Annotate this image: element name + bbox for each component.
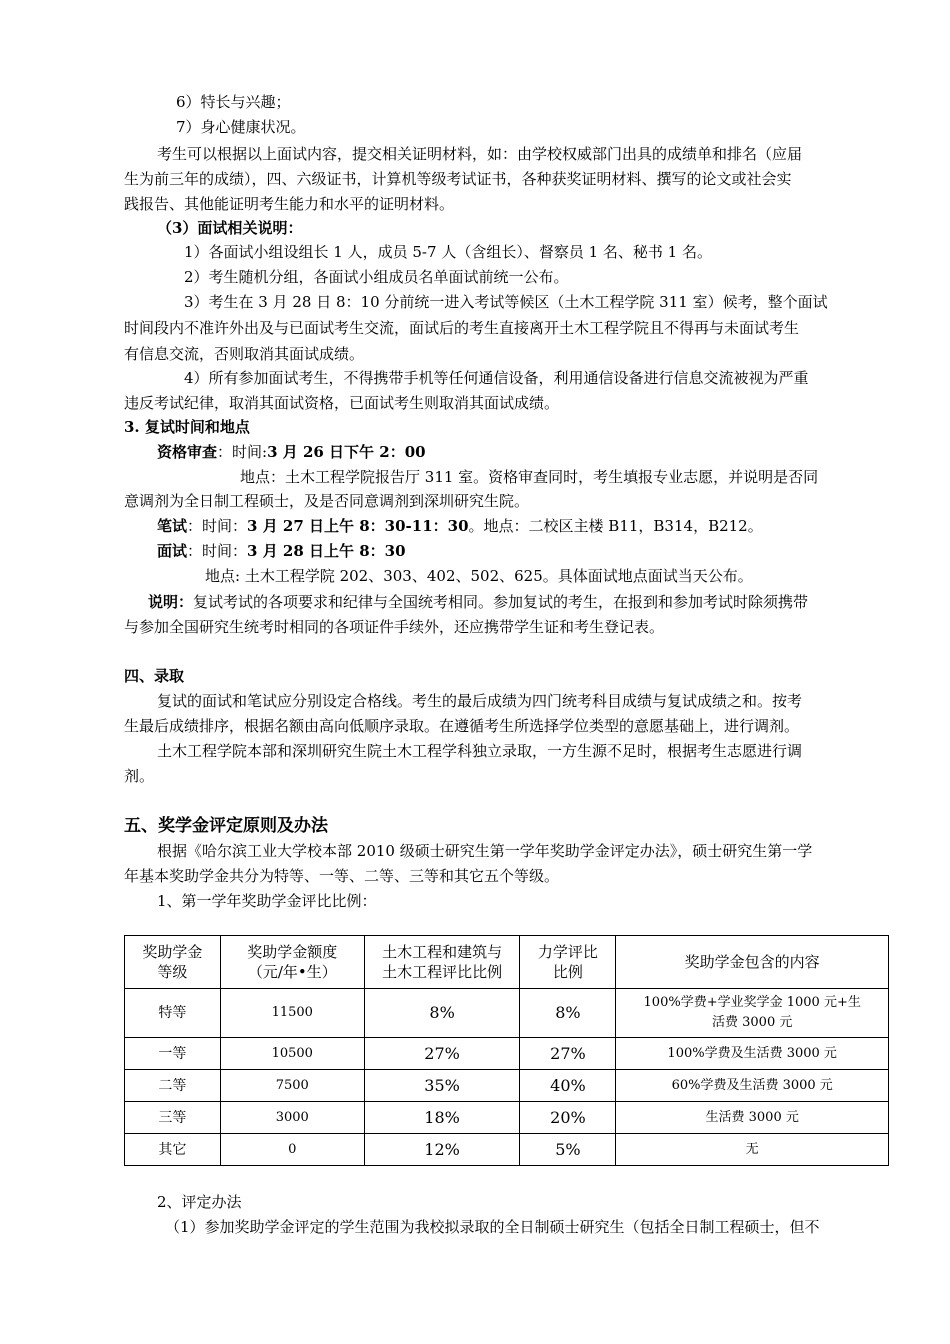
written-time-prefix: ：时间： <box>187 517 248 535</box>
cell-amount: 10500 <box>220 1038 364 1070</box>
list-item: 1）各面试小组设组长 1 人，成员 5-7 人（含组长）、督察员 1 名、秘书 1 名。 <box>184 243 712 261</box>
written-exam-line <box>0 516 950 536</box>
cell-content: 100%学费+学业奖学金 1000 元+生 活费 3000 元 <box>616 989 889 1038</box>
table-row <box>125 1134 889 1166</box>
cell-level: 一等 <box>125 1038 221 1070</box>
paragraph-line: 考生可以根据以上面试内容，提交相关证明材料，如：由学校权威部门出具的成绩单和排名（应届 <box>157 145 803 163</box>
paragraph-line: 违反考试纪律，取消其面试资格，已面试考生则取消其面试成绩。 <box>124 394 560 412</box>
paragraph-line: 剂。 <box>124 767 155 785</box>
cell-mech: 20% <box>520 1102 616 1134</box>
paragraph-line: 践报告、其他能证明考生能力和水平的证明材料。 <box>124 195 455 213</box>
note-line-cont: 与参加全国研究生统考时相同的各项证件手续外，还应携带学生证和考生登记表。 <box>124 618 665 636</box>
cell-civil: 12% <box>364 1134 520 1166</box>
cell-civil: 35% <box>364 1070 520 1102</box>
header-amount: 奖助学金额度 （元/年•生） <box>220 936 364 989</box>
section-heading: 四、录取 <box>124 667 185 685</box>
interview-line <box>0 541 950 561</box>
cell-content: 生活费 3000 元 <box>616 1102 889 1134</box>
written-time: 3 月 27 日上午 8：30-11：30 <box>247 517 469 535</box>
header-civil-ratio: 土木工程和建筑与 土木工程评比比例 <box>364 936 520 989</box>
scholarship-table <box>124 935 889 1166</box>
paragraph-line: （1）参加奖助学金评定的学生范围为我校拟录取的全日制硕士研究生（包括全日制工程硕士，但不 <box>165 1218 820 1236</box>
cell-mech: 40% <box>520 1070 616 1102</box>
qualification-label: 资格审查 <box>157 443 218 461</box>
cell-civil: 8% <box>364 989 520 1038</box>
interview-label: 面试 <box>157 542 188 560</box>
cell-level: 特等 <box>125 989 221 1038</box>
interview-time-prefix: ：时间： <box>187 542 248 560</box>
cell-amount: 7500 <box>220 1070 364 1102</box>
list-item: 4）所有参加面试考生，不得携带手机等任何通信设备，利用通信设备进行信息交流被视为严重 <box>184 369 809 387</box>
paragraph-line: 生最后成绩排序，根据名额由高向低顺序录取。在遵循考生所选择学位类型的意愿基础上，进行调剂。 <box>124 717 800 735</box>
note-line <box>0 592 950 612</box>
cell-amount: 11500 <box>220 989 364 1038</box>
section-heading: 3. 复试时间和地点 <box>124 418 250 436</box>
cell-civil: 18% <box>364 1102 520 1134</box>
qualification-line <box>0 442 950 462</box>
cell-mech: 8% <box>520 989 616 1038</box>
cell-mech: 5% <box>520 1134 616 1166</box>
paragraph-line: 有信息交流，否则取消其面试成绩。 <box>124 345 365 363</box>
cell-mech: 27% <box>520 1038 616 1070</box>
interview-place: 地点: 土木工程学院 202、303、402、502、625。具体面试地点面试当天公布。 <box>205 567 753 585</box>
note-text: 复试考试的各项要求和纪律与全国统考相同。参加复试的考生，在报到和参加考试时除须携带 <box>193 593 809 611</box>
subsection-heading: （3）面试相关说明： <box>157 219 303 237</box>
cell-civil: 27% <box>364 1038 520 1070</box>
list-item: 3）考生在 3 月 28 日 8：10 分前统一进入考试等候区（土木工程学院 311 室）候考，整个面试 <box>184 293 828 311</box>
cell-level: 其它 <box>125 1134 221 1166</box>
table-row <box>125 1038 889 1070</box>
paragraph-line: 土木工程学院本部和深圳研究生院土木工程学科独立录取，一方生源不足时，根据考生志愿进行调 <box>157 742 803 760</box>
note-label: 说明： <box>148 593 194 611</box>
qualification-place-cont: 意调剂为全日制工程硕士，及是否同意调剂到深圳研究生院。 <box>124 492 530 510</box>
subsection-heading: 2、评定办法 <box>157 1193 242 1211</box>
subsection-heading: 1、第一学年奖助学金评比比例： <box>157 892 377 910</box>
table-header-row <box>125 936 889 989</box>
header-mech-ratio: 力学评比 比例 <box>520 936 616 989</box>
qualification-time-prefix: ：时间: <box>217 443 268 461</box>
paragraph-line: 复试的面试和笔试应分别设定合格线。考生的最后成绩为四门统考科目成绩与复试成绩之和。按考 <box>157 692 803 710</box>
written-place: 。地点：二校区主楼 B11，B314，B212。 <box>468 517 763 535</box>
cell-level: 二等 <box>125 1070 221 1102</box>
paragraph-line: 时间段内不准许外出及与已面试考生交流，面试后的考生直接离开土木工程学院且不得再与未面试考生 <box>124 319 800 337</box>
cell-content: 100%学费及生活费 3000 元 <box>616 1038 889 1070</box>
interview-time: 3 月 28 日上午 8：30 <box>247 542 406 560</box>
paragraph-line: 根据《哈尔滨工业大学校本部 2010 级硕士研究生第一学年奖助学金评定办法》，硕士研究生第一学 <box>157 842 813 860</box>
qualification-time: 3 月 26 日下午 2：00 <box>267 443 426 461</box>
list-item: 2）考生随机分组，各面试小组成员名单面试前统一公布。 <box>184 268 569 286</box>
table-row <box>125 989 889 1038</box>
paragraph-line: 生为前三年的成绩），四、六级证书，计算机等级考试证书，各种获奖证明材料、撰写的论文或社会实 <box>124 170 792 188</box>
table-row <box>125 1070 889 1102</box>
header-content: 奖助学金包含的内容 <box>616 936 889 989</box>
header-level: 奖助学金 等级 <box>125 936 221 989</box>
cell-content: 60%学费及生活费 3000 元 <box>616 1070 889 1102</box>
cell-level: 三等 <box>125 1102 221 1134</box>
list-item: 6）特长与兴趣； <box>176 93 291 111</box>
cell-content: 无 <box>616 1134 889 1166</box>
qualification-place: 地点：土木工程学院报告厅 311 室。资格审查同时，考生填报专业志愿，并说明是否同 <box>240 468 819 486</box>
list-item: 7）身心健康状况。 <box>176 118 306 136</box>
cell-amount: 0 <box>220 1134 364 1166</box>
paragraph-line: 年基本奖助学金共分为特等、一等、二等、三等和其它五个等级。 <box>124 867 560 885</box>
cell-amount: 3000 <box>220 1102 364 1134</box>
section-heading: 五、奖学金评定原则及办法 <box>124 816 328 836</box>
table-row <box>125 1102 889 1134</box>
written-label: 笔试 <box>157 517 188 535</box>
